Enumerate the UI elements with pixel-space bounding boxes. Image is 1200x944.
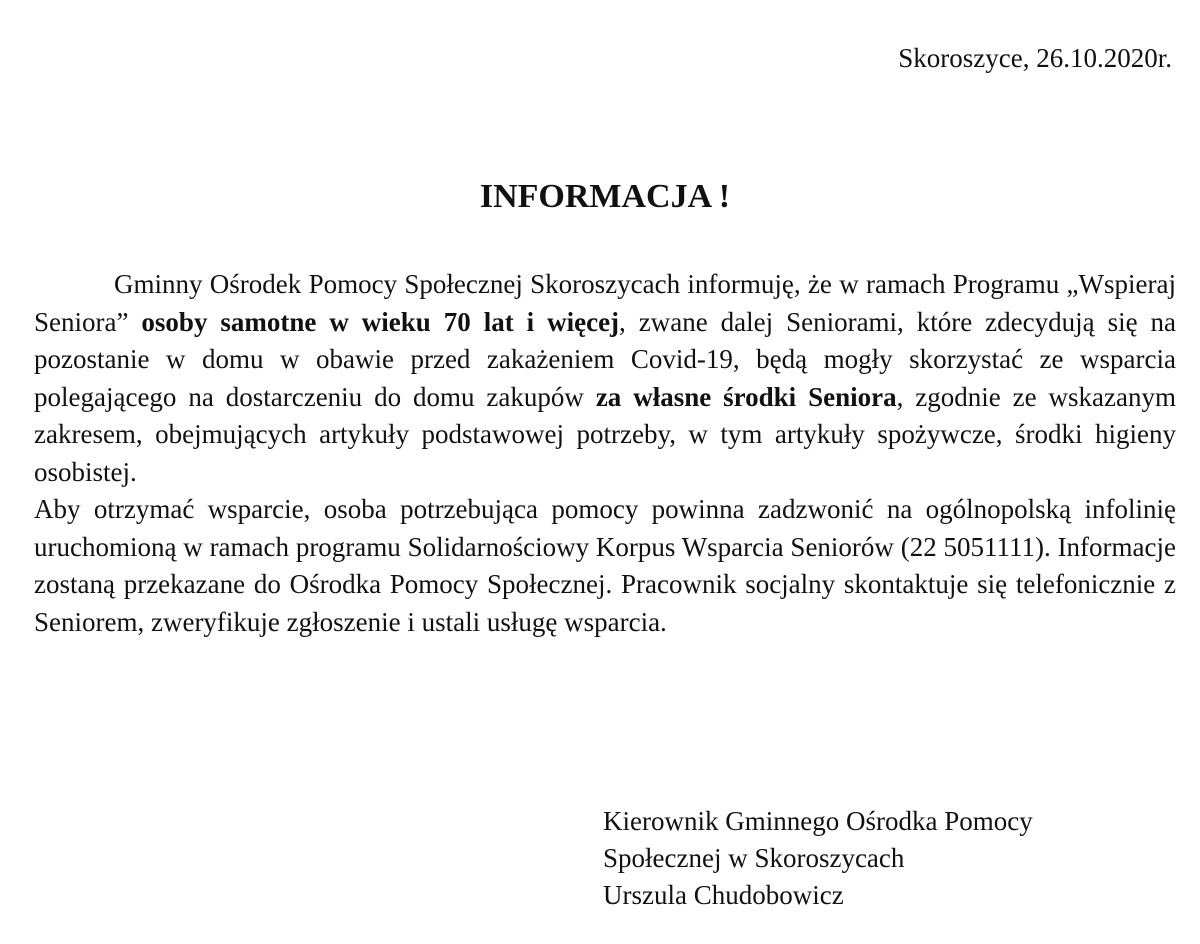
paragraph-info	[34, 266, 1176, 491]
paragraph-info-bold-own-funds: za własne środki Seniora	[595, 381, 897, 412]
paragraph-instructions: Aby otrzymać wsparcie, osoba potrzebująca pomocy powinna zadzwonić na ogólnopolską infolinię uruchomioną w ramach programu Solidarnościowy Korpus Wsparcia Seniorów (22 5051111). Informacje zostaną przekazane do Ośrodka Pomocy Społecznej. Pracownik socjalny skontaktuje się telefonicznie z Seniorem, zweryfikuje zgłoszenie i ustali usługę wsparcia.	[34, 494, 1176, 637]
signature-line-2: Społecznej w Skoroszycach	[603, 843, 905, 873]
paragraph-info-bold-target-group: osoby samotne w wieku 70 lat i więcej	[141, 306, 620, 337]
signature-block	[603, 803, 1033, 914]
paragraph-info-part2: , zwane dalej Seniorami, które zdecydują się na pozostanie w domu w obawie przed zakażeniem Covid-19, będą mogły skorzystać ze wsparcia polegającego na dostarczeniu do domu zakupów	[34, 306, 1176, 412]
date-place: Skoroszyce, 26.10.2020r.	[898, 43, 1172, 73]
paragraph-info-part1: Gminny Ośrodek Pomocy Społecznej Skoroszycach informuję, że w ramach Programu „Wspieraj Seniora”	[34, 269, 1176, 337]
signature-line-1: Kierownik Gminnego Ośrodka Pomocy	[603, 806, 1033, 836]
paragraph-info-part3: , zgodnie ze wskazanym zakresem, obejmujących artykuły podstawowej potrzeby, w tym artykuły spożywcze, środki higieny osobistej.	[34, 381, 1176, 487]
document-body	[34, 266, 1176, 641]
signature-name: Urszula Chudobowicz	[603, 880, 844, 910]
document-title: INFORMACJA !	[479, 178, 731, 215]
